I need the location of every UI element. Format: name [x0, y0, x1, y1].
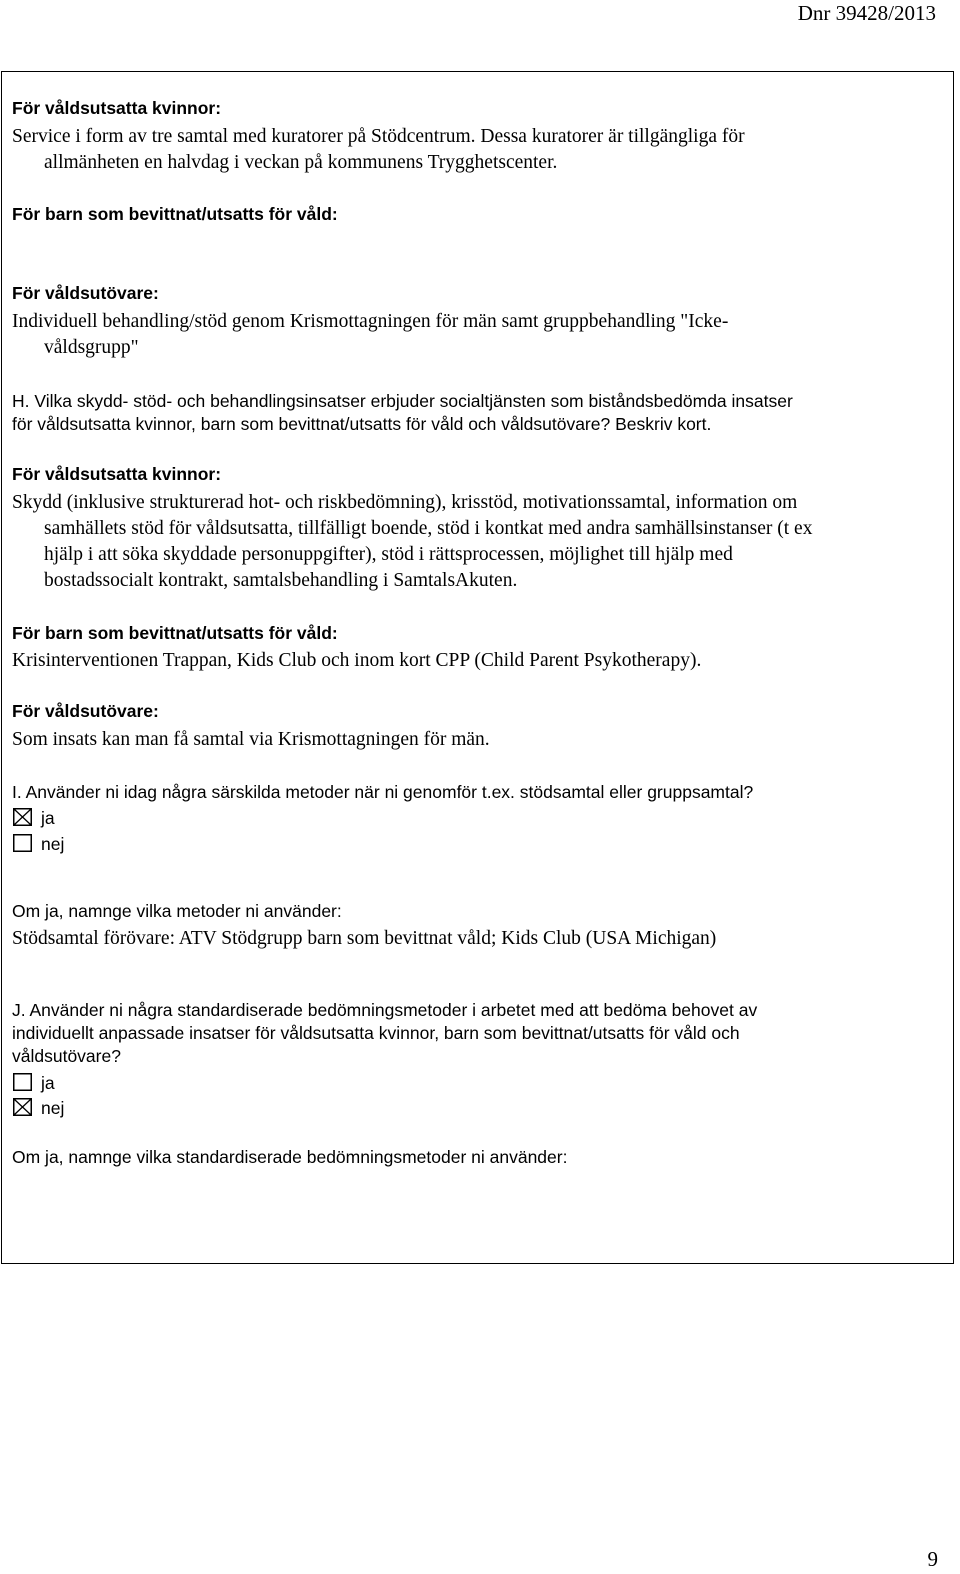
h-children-heading: För barn som bevittnat/utsatts för våld:	[12, 623, 338, 643]
checkbox-j-ja[interactable]	[13, 1073, 32, 1091]
checked-box-icon	[13, 1098, 32, 1116]
unchecked-box-icon	[13, 834, 32, 852]
document-number: Dnr 39428/2013	[797, 1, 936, 25]
question-j-line2: individuellt anpassade insatser för våldsutsatta kvinnor, barn som bevittnat/utsatts för våld och	[12, 1023, 740, 1043]
checked-box-icon	[13, 808, 32, 826]
question-j-followup-label: Om ja, namnge vilka standardiserade bedömningsmetoder ni använder:	[12, 1147, 568, 1167]
h-perpetrators-answer: Som insats kan man få samtal via Krismottagningen för män.	[12, 729, 490, 750]
g-perpetrators-answer-line2: våldsgrupp"	[44, 337, 139, 358]
question-h-line1: H. Vilka skydd- stöd- och behandlingsinsatser erbjuder socialtjänsten som biståndsbedömda insatser	[12, 391, 793, 411]
g-perpetrators-heading: För våldsutövare:	[12, 283, 159, 303]
checkbox-i-nej-label: nej	[41, 834, 65, 854]
g-women-heading: För våldsutsatta kvinnor:	[12, 98, 222, 118]
g-women-answer-line1: Service i form av tre samtal med kuratorer på Stödcentrum. Dessa kuratorer är tillgängliga för	[12, 126, 745, 147]
h-perpetrators-heading: För våldsutövare:	[12, 701, 159, 721]
g-perpetrators-answer-line1: Individuell behandling/stöd genom Krismottagningen för män samt gruppbehandling "Icke-	[12, 311, 729, 332]
unchecked-box-icon	[13, 1073, 32, 1091]
h-women-heading: För våldsutsatta kvinnor:	[12, 464, 222, 484]
question-i-followup-label: Om ja, namnge vilka metoder ni använder:	[12, 901, 342, 921]
g-children-heading: För barn som bevittnat/utsatts för våld:	[12, 204, 338, 224]
checkbox-i-nej[interactable]	[13, 834, 32, 852]
h-women-answer-line2: samhällets stöd för våldsutsatta, tillfälligt boende, stöd i kontkat med andra samhällsinstanser (t ex	[44, 518, 813, 539]
question-i-text: I. Använder ni idag några särskilda metoder när ni genomför t.ex. stödsamtal eller gruppsamtal?	[12, 782, 754, 802]
checkbox-i-ja[interactable]	[13, 808, 32, 826]
question-h-line2: för våldsutsatta kvinnor, barn som bevittnat/utsatts för våld och våldsutövare? Beskriv kort.	[12, 414, 712, 434]
h-women-answer-line4: bostadssocialt kontrakt, samtalsbehandling i SamtalsAkuten.	[44, 570, 518, 591]
page-number: 9	[927, 1547, 938, 1571]
h-women-answer-line1: Skydd (inklusive strukturerad hot- och riskbedömning), krisstöd, motivationssamtal, information om	[12, 492, 798, 513]
h-children-answer: Krisinterventionen Trappan, Kids Club och inom kort CPP (Child Parent Psykotherapy).	[12, 650, 702, 671]
question-j-line3: våldsutövare?	[12, 1046, 121, 1066]
checkbox-i-ja-label: ja	[41, 808, 55, 828]
checkbox-j-ja-label: ja	[41, 1073, 55, 1093]
checkbox-j-nej[interactable]	[13, 1098, 32, 1116]
h-women-answer-line3: hjälp i att söka skyddade personuppgifter), stöd i rättsprocessen, möjlighet till hjälp med	[44, 544, 733, 565]
checkbox-j-nej-label: nej	[41, 1098, 65, 1118]
g-women-answer-line2: allmänheten en halvdag i veckan på kommunens Trygghetscenter.	[44, 152, 558, 173]
question-i-followup-answer: Stödsamtal förövare: ATV Stödgrupp barn som bevittnat våld; Kids Club (USA Michigan)	[12, 928, 717, 949]
question-j-line1: J. Använder ni några standardiserade bedömningsmetoder i arbetet med att bedöma behovet av	[12, 1000, 758, 1020]
